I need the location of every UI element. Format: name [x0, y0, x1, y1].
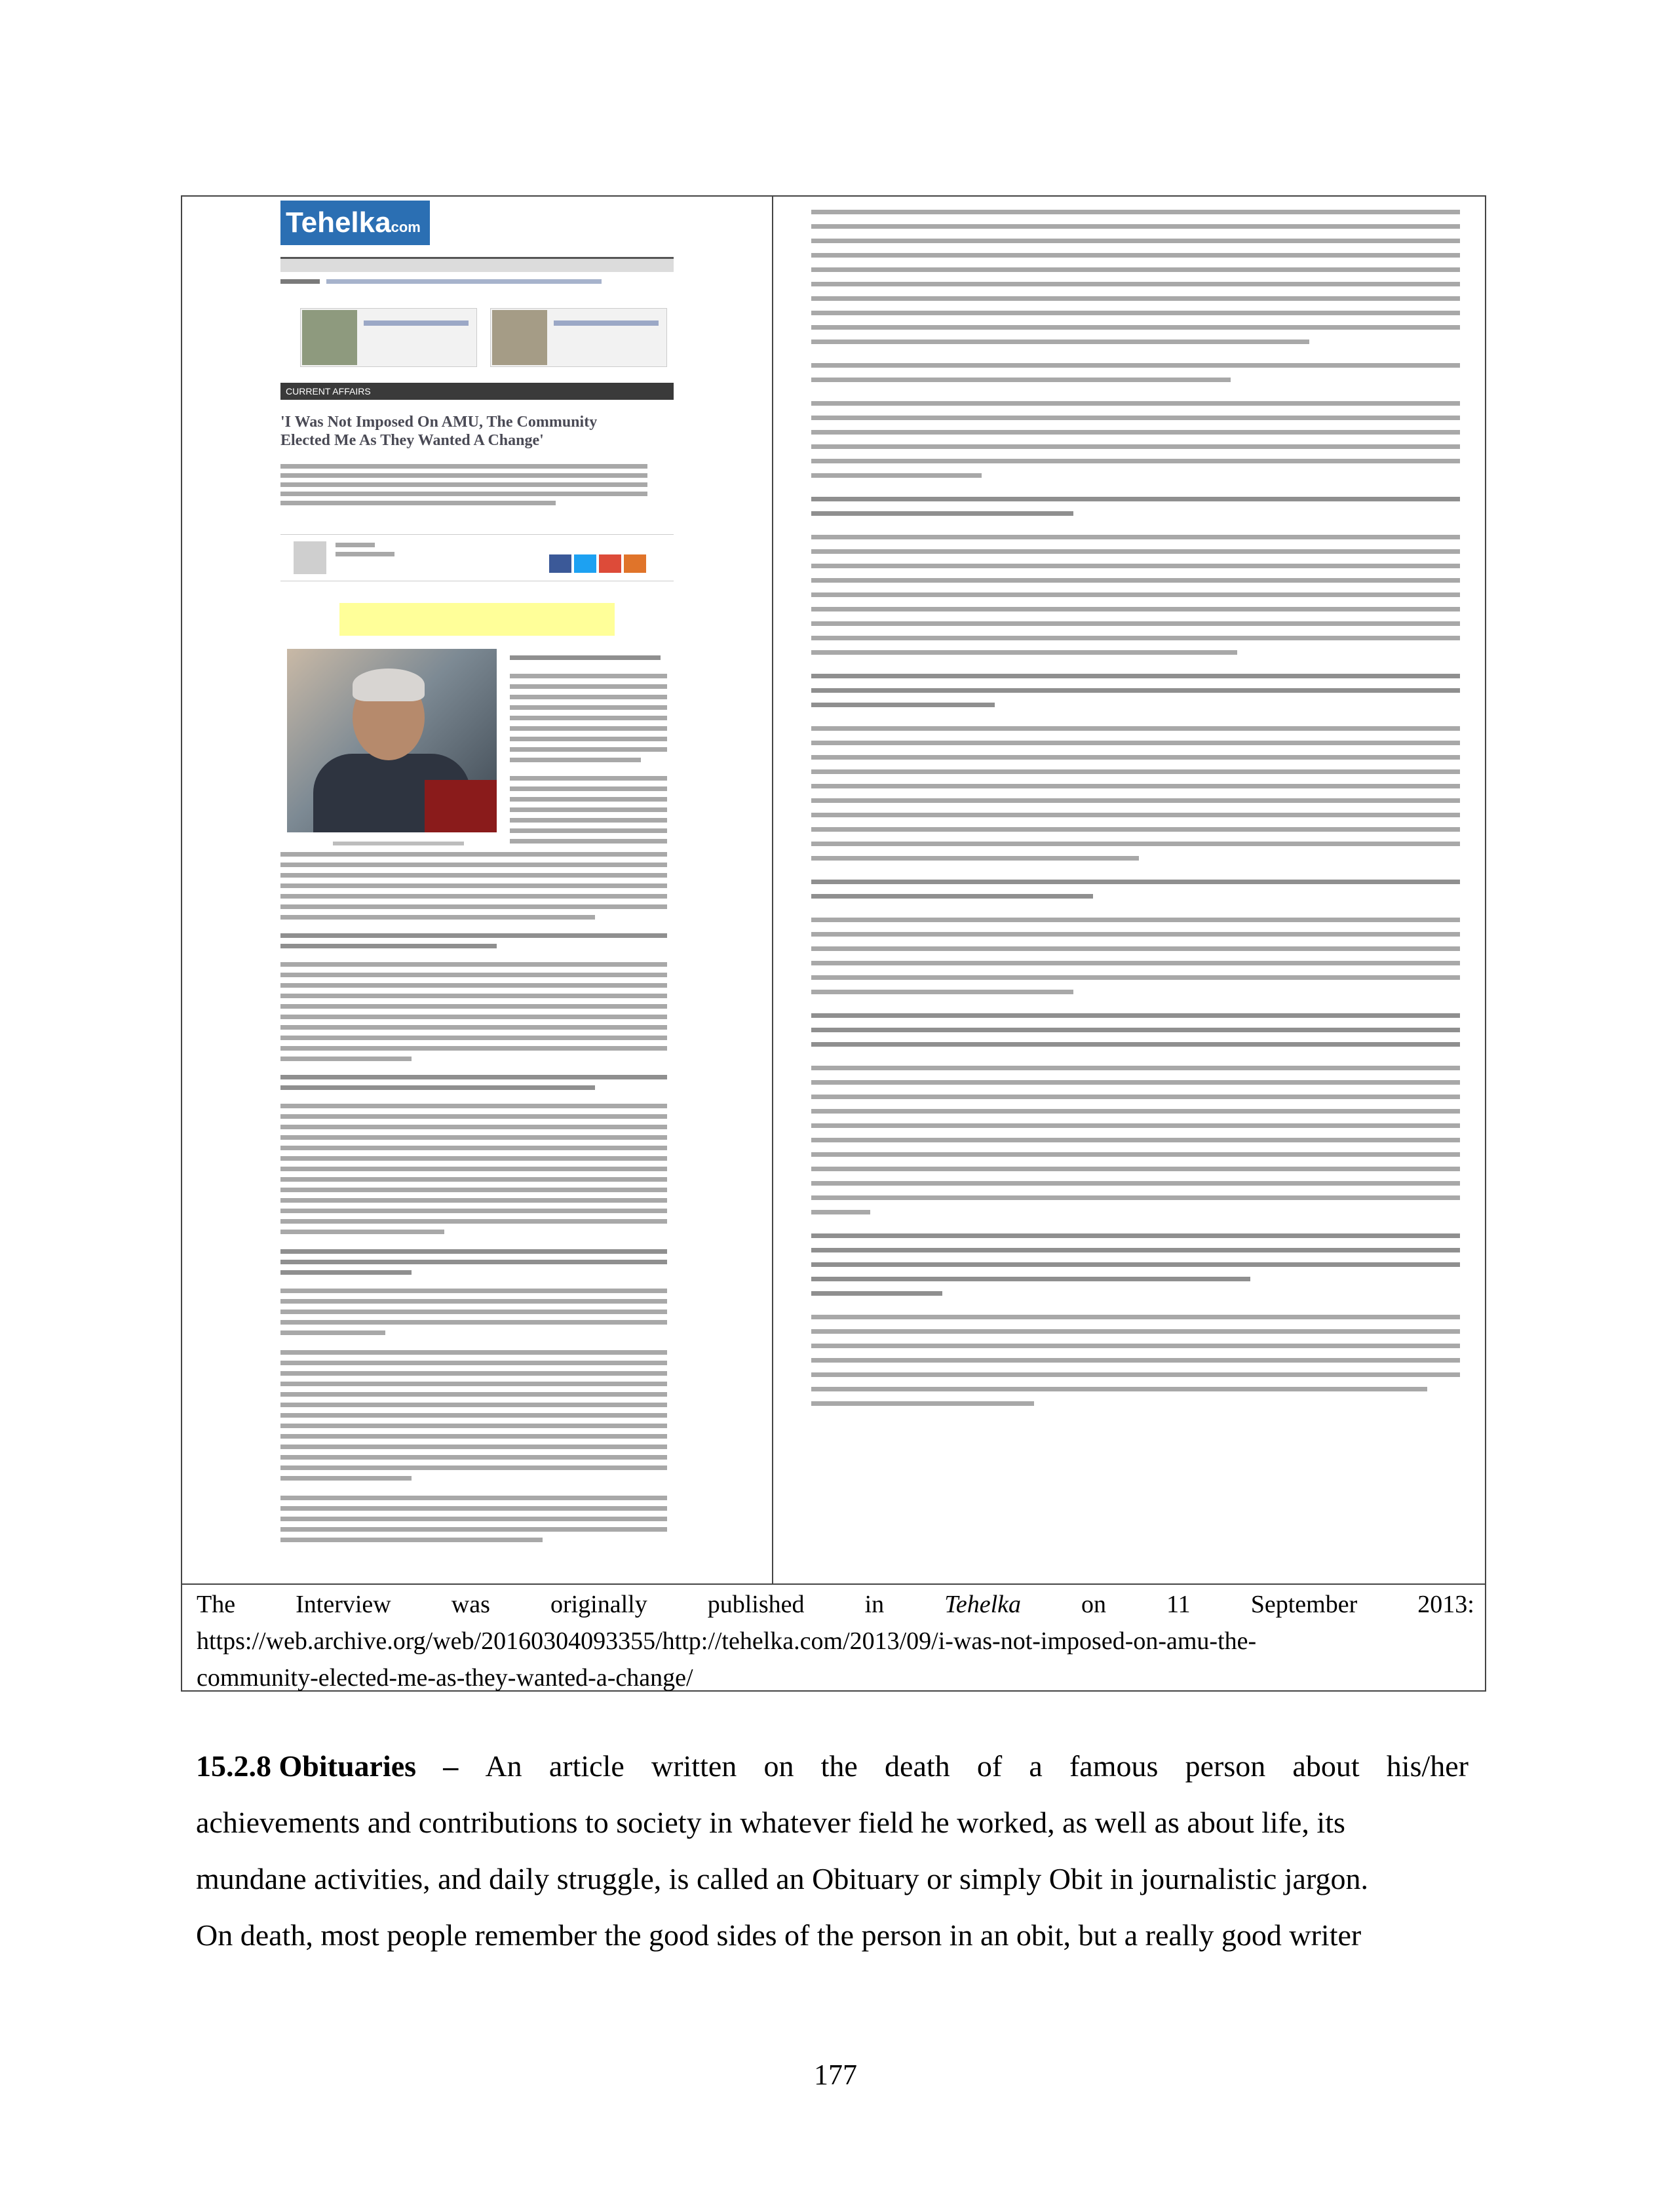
- section-bar: CURRENT AFFAIRS: [280, 383, 674, 400]
- photo-caption: [333, 842, 464, 845]
- obituaries-paragraph: [196, 1738, 1469, 1964]
- byline-box: [280, 534, 674, 581]
- caption-url-line[interactable]: https://web.archive.org/web/20160304093355/http://tehelka.com/2013/09/i-was-not-imposed-on-amu-the-: [197, 1627, 1257, 1655]
- paragraph-line: mundane activities, and daily struggle, is called an Obituary or simply Obit in journalistic jargon.: [196, 1862, 1368, 1895]
- interview-continuation-clipping: [811, 197, 1473, 1560]
- caption-url-line[interactable]: community-elected-me-as-they-wanted-a-change/: [197, 1664, 693, 1692]
- tehelka-webpage-clipping: [280, 197, 687, 1553]
- section-heading: 15.2.8 Obituaries: [196, 1749, 417, 1783]
- paragraph-line: On death, most people remember the good sides of the person in an obit, but a really good writer: [196, 1918, 1362, 1952]
- page-number: 177: [814, 2059, 857, 2091]
- figure-column-divider: [772, 197, 773, 1585]
- thumbnail: [300, 308, 477, 367]
- article-title: 'I Was Not Imposed On AMU, The Community Elected Me As They Wanted A Change': [280, 414, 598, 449]
- figure-image-row: [182, 197, 1485, 1585]
- caption-line: The Interview was originally published in Tehelka on 11 September 2013:: [197, 1586, 1474, 1623]
- thumbnail: [490, 308, 667, 367]
- trending-bar: [280, 279, 674, 286]
- ad-placeholder: [339, 603, 615, 636]
- site-navbar: [280, 257, 674, 272]
- author-avatar: [294, 541, 326, 574]
- related-thumbnails: [300, 308, 674, 367]
- share-icons: [549, 554, 654, 573]
- figure-caption: [197, 1586, 1474, 1696]
- paragraph-line: 15.2.8 Obituaries – An article written on the death of a famous person about his/her: [196, 1738, 1469, 1795]
- tehelka-logo: Tehelkacom: [280, 201, 430, 245]
- heading-dash: –: [443, 1749, 459, 1783]
- paragraph-line: achievements and contributions to society in whatever field he worked, as well as about life, its: [196, 1806, 1345, 1839]
- figure-table: [181, 195, 1486, 1692]
- interviewee-photo: [287, 649, 497, 832]
- publication-name: Tehelka: [944, 1591, 1021, 1618]
